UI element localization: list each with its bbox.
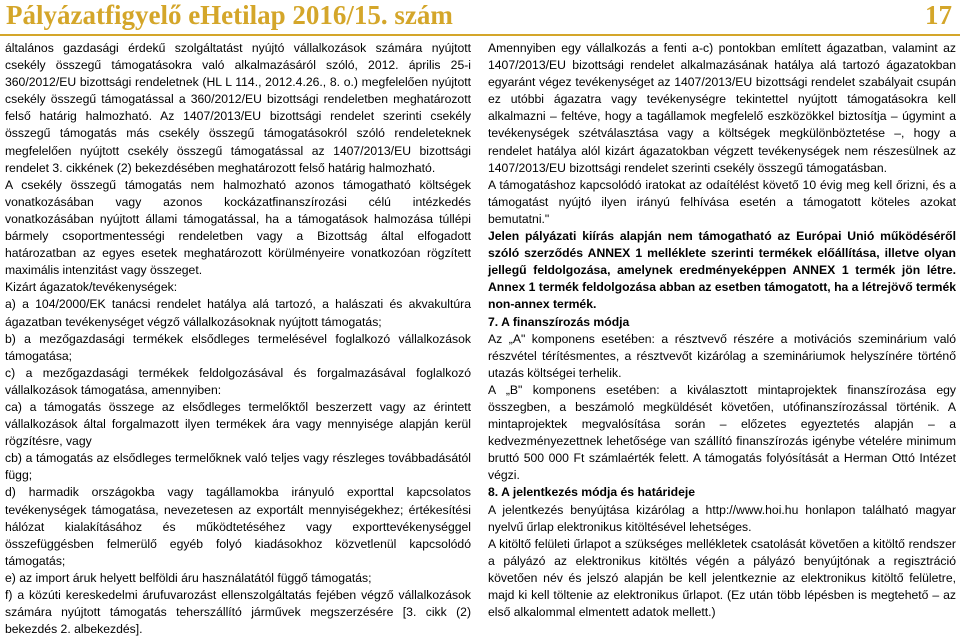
page-number: 17 — [925, 0, 952, 30]
paragraph: A „B" komponens esetében: a kiválasztott mintaprojektek finanszírozása egy összegben, a beszámoló megküldését követően, utófinanszírozással történik. A mintaprojektek megvalósítása során – előzetes egyeztetés alapján – a kedvezményezettnek lehetősége van szállító finanszírozás igénybe vételére minimum bruttó 500 000 Ft számlaérték felett. A támogatás folyósítását a Herman Ottó Intézet végzi. — [488, 382, 956, 483]
section-heading-8: 8. A jelentkezés módja és határideje — [488, 485, 696, 500]
header-divider — [0, 34, 960, 36]
page-header — [0, 0, 960, 36]
paragraph: A csekély összegű támogatás nem halmozható azonos támogatható költségek vonatkozásában vagy azonos kockázatfinanszírozási célú intézkedés vonatkozásában nyújtott állami támogatással, ha a támogatások halmozása túllépi bármely csoportmentességi rendeletben vagy a Bizottság által elfogadott határozatban az egyes esetek meghatározott körülményeire vonatkozóan rögzített maximális intenzitást vagy összeget. — [5, 177, 471, 278]
paragraph: Az „A" komponens esetében: a résztvevő részére a motivációs szeminárium való részvétel térítésmentes, a résztvevőt kizárólag a szemináriumok helyszínére történő utazás költségei terhelik. — [488, 331, 956, 380]
bold-paragraph: Jelen pályázati kiírás alapján nem támogatható az Európai Unió működéséről szóló szerződés ANNEX 1 melléklete szerinti termékek előállítása, illetve olyan jellegű feldolgozása, amelynek eredményeképpen ANNEX 1 termék jön létre. Annex 1 termék feldolgozása abban az esetben támogatott, ha a létrejövő termék non-annex termék. — [488, 229, 956, 312]
paragraph: A jelentkezés benyújtása kizárólag a http://www.hoi.hu honlapon található magyar nyelvű űrlap elektronikus kitöltésével lehetséges. — [488, 502, 956, 534]
paragraph: A támogatáshoz kapcsolódó iratokat az odaítélést követő 10 évig meg kell őrizni, és a támogatást nyújtó ilyen irányú felhívása esetén a támogatott köteles azokat bemutatni." — [488, 177, 956, 226]
list-item: cb) a támogatás az elsődleges termelőknek való teljes vagy részleges továbbadásától függ; — [5, 451, 471, 483]
left-column — [5, 40, 471, 638]
paragraph: Kizárt ágazatok/tevékenységek: — [5, 280, 178, 295]
list-item: e) az import áruk helyett belföldi áru használatától függő támogatás; — [5, 570, 372, 585]
paragraph: A kitöltő felületi űrlapot a szükséges mellékletek csatolását követően a kitöltő rendszer a pályázó az elektronikus kitöltés végén a pályázó benyújtónak a regisztráció követően név és jelszó alapján be kell jelentkeznie az elektronikus kitöltő felületre, majd ki kell töltenie az elektronikus űrlapot. (Ez után több lépésben is megtehető – az első alkalommal elmentett adatok mellett.) — [488, 536, 956, 620]
list-item: c) a mezőgazdasági termékek feldolgozásával és forgalmazásával foglalkozó vállalkozások támogatása, amennyiben: — [5, 365, 471, 397]
right-column — [488, 40, 956, 621]
paragraph: Amennyiben egy vállalkozás a fenti a-c) pontokban említett ágazatban, valamint az 1407/2013/EU bizottsági rendelet alkalmazásának hatálya alá tartozó ágazatokban egyaránt végez tevékenységet az 1407/2013/EU bizottsági rendelet szabályait csupán ez utóbbi ágazatra vagy tevékenységre tekintettel nyújtott támogatásokra kell alkalmazni – feltéve, hogy a tagállamok megfelelő eszközökkel biztosítja – úgymint a tevékenységek szétválasztása vagy a költségek megkülönböztetése –, hogy a rendelet hatálya alól kizárt ágazatokban végzett tevékenységek nem részesülnek az 1407/2013/EU bizottsági rendelet szerinti csekély összegű támogatásban. — [488, 41, 956, 175]
section-heading-7: 7. A finanszírozás módja — [488, 314, 630, 329]
list-item: a) a 104/2000/EK tanácsi rendelet hatálya alá tartozó, a halászati és akvakultúra ágazatban tevékenységet végző vállalkozásoknak nyújtott támogatás; — [5, 297, 471, 329]
list-item: b) a mezőgazdasági termékek elsődleges termelésével foglalkozó vállalkozások támogatása; — [5, 331, 471, 363]
list-item: d) harmadik országokba vagy tagállamokba irányuló exporttal kapcsolatos tevékenységek támogatása, nevezetesen az exportált mennyiségekhez; értékesítési hálózat kialakításához és működtetéséhez vagy exporttevékenységgel összefüggésben felmerülő egyéb folyó kiadásokhoz közvetlenül kapcsolódó támogatás; — [5, 485, 471, 568]
paragraph: általános gazdasági érdekű szolgáltatást nyújtó vállalkozások számára nyújtott csekély összegű támogatásokra való alkalmazásáról szóló, 2012. április 25-i 360/2012/EU bizottsági rendeletnek (HL L 114., 2012.4.26., 8. o.) megfelelően nyújtott csekély összegű támogatással a 360/2012/EU bizottsági rendeletben meghatározott felső határig halmozható. Az 1407/2013/EU bizottsági rendelet szerinti csekély összegű támogatás más csekély összegű támogatásokról szóló rendeleteknek megfelelően nyújtott csekély összegű támogatással az 1407/2013/EU bizottsági rendelet 3. cikkének (2) bekezdésében meghatározott felső határig halmozható. — [5, 41, 471, 175]
list-item: f) a közúti kereskedelmi árufuvarozást ellenszolgáltatás fejében végző vállalkozások számára nyújtott támogatás teherszállító járművek megszerzésére [3. cikk (2) bekezdés 2. albekezdés]. — [5, 588, 471, 637]
list-item: ca) a támogatás összege az elsődleges termelőktől beszerzett vagy az érintett vállalkozások által forgalmazott ilyen termékek ára vagy mennyisége alapján kerül rögzítésre, vagy — [5, 399, 471, 449]
publication-title: Pályázatfigyelő eHetilap 2016/15. szám — [6, 0, 453, 30]
